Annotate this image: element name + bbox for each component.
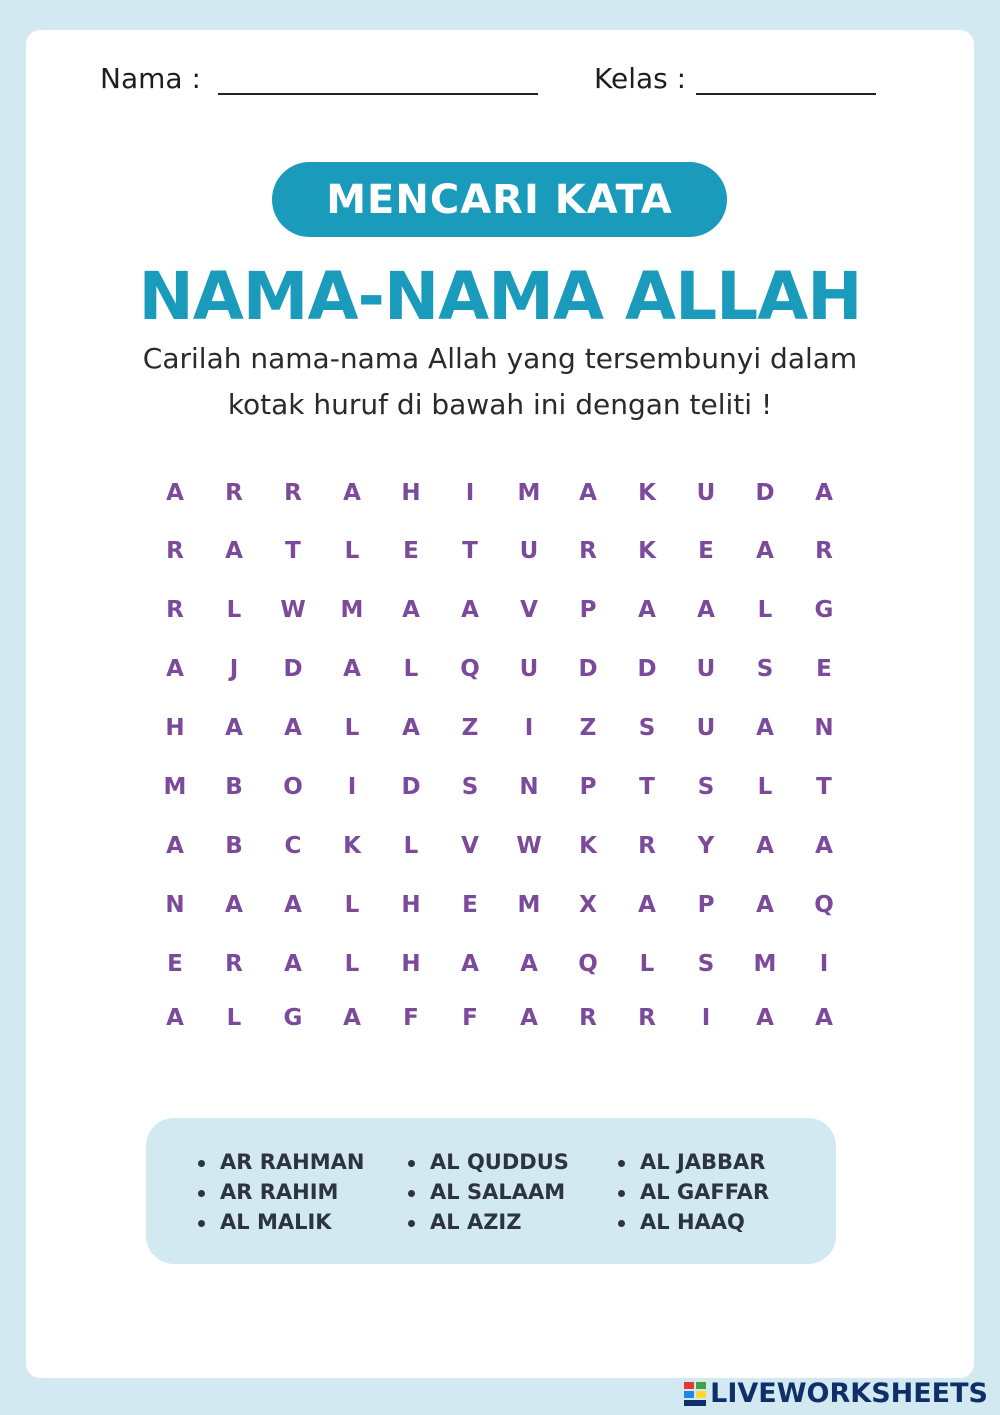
grid-letter[interactable]: Q [460,656,480,682]
brand-name: LIVEWORKSHEETS [710,1378,988,1409]
grid-letter[interactable]: L [757,597,773,623]
grid-letter[interactable]: R [638,833,656,859]
grid-letter[interactable]: A [815,1005,833,1031]
grid-letter[interactable]: L [344,715,360,741]
bullet-icon [198,1160,205,1167]
grid-letter[interactable]: A [638,892,656,918]
grid-letter[interactable]: K [343,833,361,859]
grid-letter[interactable]: A [343,1005,361,1031]
grid-letter[interactable]: T [639,774,655,800]
grid-letter[interactable]: A [697,597,715,623]
grid-letter[interactable]: U [696,656,716,682]
grid-letter[interactable]: P [579,774,597,800]
grid-letter[interactable]: Z [461,715,479,741]
grid-letter[interactable]: T [462,538,478,564]
grid-letter[interactable]: I [347,774,357,800]
bullet-icon [198,1190,205,1197]
grid-letter[interactable]: P [697,892,715,918]
word-list-item: AL SALAAM [430,1180,566,1204]
grid-letter[interactable]: L [226,1005,242,1031]
bullet-icon [618,1190,625,1197]
grid-letter[interactable]: L [344,892,360,918]
grid-letter[interactable]: D [401,774,421,800]
grid-letter[interactable]: B [225,774,243,800]
word-list-box [146,1118,836,1264]
grid-letter[interactable]: L [344,951,360,977]
grid-letter[interactable]: A [284,715,302,741]
grid-letter[interactable]: A [343,480,361,506]
grid-letter[interactable]: A [461,597,479,623]
grid-letter[interactable]: L [344,538,360,564]
grid-letter[interactable]: E [462,892,478,918]
grid-letter[interactable]: V [520,597,538,623]
word-list-item: AR RAHMAN [220,1150,365,1174]
grid-letter[interactable]: R [166,538,184,564]
grid-letter[interactable]: A [756,538,774,564]
grid-letter[interactable]: G [283,1005,303,1031]
grid-letter[interactable]: U [519,656,539,682]
grid-letter[interactable]: N [519,774,539,800]
word-list-item: AL HAAQ [640,1210,745,1234]
grid-letter[interactable]: S [697,774,715,800]
grid-letter[interactable]: D [578,656,598,682]
grid-letter[interactable]: Q [814,892,834,918]
subtitle-badge: MENCARI KATA [272,162,727,237]
grid-letter[interactable]: F [403,1005,419,1031]
bullet-icon [408,1220,415,1227]
grid-letter[interactable]: A [284,951,302,977]
grid-letter[interactable]: R [579,538,597,564]
liveworksheets-logo-icon [684,1382,706,1406]
instruction-line-1: Carilah nama-nama Allah yang tersembunyi dalam [142,342,858,375]
word-list-item: AL JABBAR [640,1150,766,1174]
grid-letter[interactable]: S [461,774,479,800]
grid-letter[interactable]: S [756,656,774,682]
grid-letter[interactable]: I [701,1005,711,1031]
bullet-icon [408,1190,415,1197]
grid-letter[interactable]: H [401,892,421,918]
grid-letter[interactable]: N [165,892,185,918]
grid-letter[interactable]: M [753,951,777,977]
grid-letter[interactable]: A [756,833,774,859]
grid-letter[interactable]: A [756,715,774,741]
grid-letter[interactable]: A [579,480,597,506]
grid-letter[interactable]: L [403,833,419,859]
grid-letter[interactable]: A [815,480,833,506]
grid-letter[interactable]: V [461,833,479,859]
grid-letter[interactable]: A [402,715,420,741]
word-list-item: AL GAFFAR [640,1180,770,1204]
grid-letter[interactable]: L [639,951,655,977]
brand-footer [684,1378,988,1409]
bullet-icon [618,1220,625,1227]
grid-letter[interactable]: L [757,774,773,800]
grid-letter[interactable]: R [284,480,302,506]
grid-letter[interactable]: F [462,1005,478,1031]
grid-letter[interactable]: H [165,715,185,741]
grid-letter[interactable]: D [637,656,657,682]
grid-letter[interactable]: R [166,597,184,623]
grid-letter[interactable]: M [517,480,541,506]
bullet-icon [408,1160,415,1167]
grid-letter[interactable]: A [225,538,243,564]
grid-letter[interactable]: W [280,597,306,623]
grid-letter[interactable]: U [696,480,716,506]
bullet-icon [618,1160,625,1167]
grid-letter[interactable]: R [225,480,243,506]
class-input-line[interactable] [696,93,876,95]
grid-letter[interactable]: T [816,774,832,800]
word-list-item: AL AZIZ [430,1210,522,1234]
grid-letter[interactable]: Q [578,951,598,977]
grid-letter[interactable]: O [283,774,303,800]
grid-letter[interactable]: Y [697,833,715,859]
grid-letter[interactable]: D [283,656,303,682]
grid-letter[interactable]: A [166,833,184,859]
instruction-line-2: kotak huruf di bawah ini dengan teliti ! [227,388,773,421]
grid-letter[interactable]: A [520,1005,538,1031]
grid-letter[interactable]: E [403,538,419,564]
grid-letter[interactable]: A [461,951,479,977]
grid-letter[interactable]: W [516,833,542,859]
grid-letter[interactable]: A [402,597,420,623]
word-list-item: AL MALIK [220,1210,332,1234]
grid-letter[interactable]: A [225,715,243,741]
grid-letter[interactable]: I [465,480,475,506]
grid-letter[interactable]: U [519,538,539,564]
class-label: Kelas : [594,62,687,95]
grid-letter[interactable]: S [638,715,656,741]
bullet-icon [198,1220,205,1227]
grid-letter[interactable]: A [225,892,243,918]
grid-letter[interactable]: B [225,833,243,859]
grid-letter[interactable]: E [816,656,832,682]
grid-letter[interactable]: N [814,715,834,741]
grid-letter[interactable]: A [284,892,302,918]
name-label: Nama : [100,62,201,95]
grid-letter[interactable]: U [696,715,716,741]
grid-letter[interactable]: M [517,892,541,918]
grid-letter[interactable]: A [756,892,774,918]
grid-letter[interactable]: H [401,480,421,506]
grid-letter[interactable]: C [284,833,302,859]
grid-letter[interactable]: M [163,774,187,800]
grid-letter[interactable]: I [524,715,534,741]
grid-letter[interactable]: L [226,597,242,623]
grid-letter[interactable]: R [638,1005,656,1031]
grid-letter[interactable]: A [638,597,656,623]
name-input-line[interactable] [218,93,538,95]
grid-letter[interactable]: R [225,951,243,977]
grid-letter[interactable]: A [815,833,833,859]
grid-letter[interactable]: I [819,951,829,977]
grid-letter[interactable]: H [401,951,421,977]
grid-letter[interactable]: A [166,480,184,506]
grid-letter[interactable]: K [579,833,597,859]
grid-letter[interactable]: P [579,597,597,623]
grid-letter[interactable]: K [638,538,656,564]
grid-letter[interactable]: Z [579,715,597,741]
grid-letter[interactable]: S [697,951,715,977]
grid-letter[interactable]: A [756,1005,774,1031]
grid-letter[interactable]: L [403,656,419,682]
grid-letter[interactable]: X [579,892,597,918]
grid-letter[interactable]: R [815,538,833,564]
page-title: NAMA-NAMA ALLAH [138,258,862,335]
grid-letter[interactable]: G [814,597,834,623]
word-list-item: AR RAHIM [220,1180,339,1204]
grid-letter[interactable]: E [698,538,714,564]
grid-letter[interactable]: A [343,656,361,682]
grid-letter[interactable]: T [285,538,301,564]
grid-letter[interactable]: J [229,656,239,682]
grid-letter[interactable]: K [638,480,656,506]
grid-letter[interactable]: D [755,480,775,506]
grid-letter[interactable]: A [166,1005,184,1031]
grid-letter[interactable]: E [167,951,183,977]
grid-letter[interactable]: R [579,1005,597,1031]
grid-letter[interactable]: A [520,951,538,977]
word-list-item: AL QUDDUS [430,1150,569,1174]
grid-letter[interactable]: A [166,656,184,682]
grid-letter[interactable]: M [340,597,364,623]
